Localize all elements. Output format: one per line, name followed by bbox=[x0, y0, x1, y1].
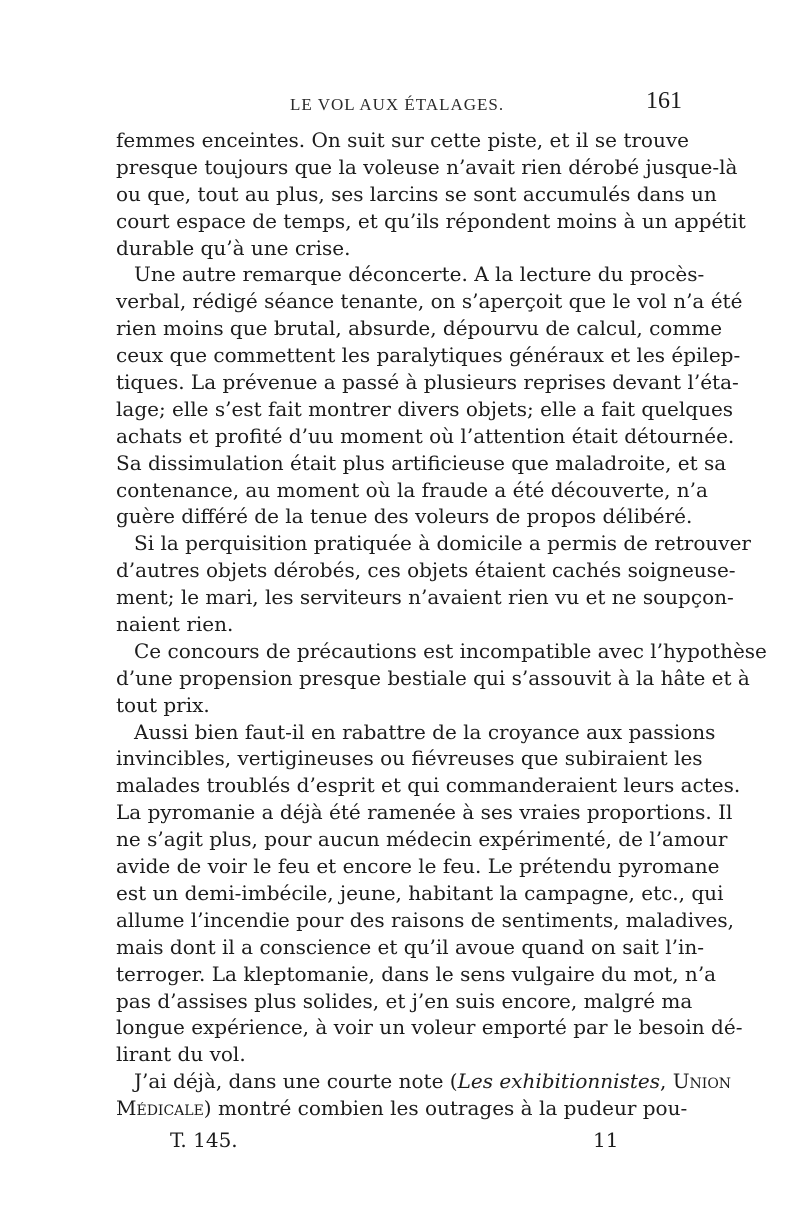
line-text: , bbox=[659, 1069, 667, 1094]
text-line: contenance, au moment où la fraude a été découverte, n’a bbox=[116, 477, 708, 502]
signature-mark: T. 145. bbox=[170, 1128, 238, 1152]
line-text: ) montré combien les outrages à la pudeur pou- bbox=[203, 1096, 688, 1121]
text-line: naient rien. bbox=[116, 612, 234, 637]
text-line: Sa dissimulation était plus artificieuse que maladroite, et sa bbox=[116, 450, 727, 475]
text-line: La pyromanie a déjà été ramenée à ses vraies proportions. Il bbox=[116, 800, 733, 825]
text-line: achats et profité d’uu moment où l’attention était détournée. bbox=[116, 423, 735, 448]
line-text: J’ai déjà, dans une courte note ( bbox=[134, 1069, 458, 1094]
text-line: Aussi bien faut-il en rabattre de la croyance aux passions bbox=[134, 719, 716, 744]
running-head: LE VOL AUX ÉTALAGES. bbox=[290, 95, 505, 114]
text-line: est un demi-imbécile, jeune, habitant la campagne, etc., qui bbox=[116, 880, 724, 905]
text-line: durable qu’à une crise. bbox=[116, 235, 351, 260]
text-line bbox=[116, 1068, 732, 1095]
text-line: d’une propension presque bestiale qui s’assouvit à la hâte et à bbox=[116, 665, 750, 690]
text-line: tout prix. bbox=[116, 692, 210, 717]
text-line bbox=[116, 1095, 688, 1122]
text-line: Une autre remarque déconcerte. A la lecture du procès- bbox=[134, 262, 705, 287]
text-line: pas d’assises plus solides, et j’en suis encore, malgré ma bbox=[116, 988, 693, 1013]
text-line: lage; elle s’est fait montrer divers objets; elle a fait quelques bbox=[116, 396, 734, 421]
text-line: guère différé de la tenue des voleurs de propos délibéré. bbox=[116, 504, 693, 529]
small-caps-text: Union bbox=[672, 1069, 732, 1094]
text-line: rien moins que brutal, absurde, dépourvu de calcul, comme bbox=[116, 316, 723, 341]
body-text bbox=[116, 127, 767, 1122]
italic-title: Les exhibitionnistes bbox=[457, 1069, 660, 1094]
text-line: ou que, tout au plus, ses larcins se sont accumulés dans un bbox=[116, 181, 717, 206]
text-line: verbal, rédigé séance tenante, on s’aperçoit que le vol n’a été bbox=[116, 289, 743, 314]
text-line: allume l’incendie pour des raisons de sentiments, maladives, bbox=[116, 907, 734, 932]
text-line: avide de voir le feu et encore le feu. Le prétendu pyromane bbox=[116, 854, 720, 879]
text-line: ment; le mari, les serviteurs n’avaient rien vu et ne soupçon- bbox=[116, 585, 734, 610]
text-line: terroger. La kleptomanie, dans le sens vulgaire du mot, n’a bbox=[116, 961, 717, 986]
text-line: ne s’agit plus, pour aucun médecin expérimenté, de l’amour bbox=[116, 827, 728, 852]
text-line: tiques. La prévenue a passé à plusieurs reprises devant l’éta- bbox=[116, 370, 739, 395]
text-line: invincibles, vertigineuses ou fiévreuses que subiraient les bbox=[116, 746, 703, 771]
text-line: Ce concours de précautions est incompatible avec l’hypothèse bbox=[134, 638, 767, 663]
text-line: d’autres objets dérobés, ces objets étaient cachés soigneuse- bbox=[116, 558, 736, 583]
text-line: ceux que commettent les paralytiques généraux et les épilep- bbox=[116, 343, 741, 368]
small-caps-text: Médicale bbox=[116, 1096, 204, 1121]
text-line: femmes enceintes. On suit sur cette piste, et il se trouve bbox=[116, 128, 689, 152]
text-line: presque toujours que la voleuse n’avait rien dérobé jusque-là bbox=[116, 154, 738, 179]
text-line: longue expérience, à voir un voleur emporté par le besoin dé- bbox=[116, 1015, 743, 1040]
text-line: court espace de temps, et qu’ils répondent moins à un appétit bbox=[116, 208, 746, 233]
text-line: Si la perquisition pratiquée à domicile a permis de retrouver bbox=[134, 531, 751, 556]
page-number: 161 bbox=[646, 88, 682, 114]
text-line: lirant du vol. bbox=[116, 1042, 246, 1067]
signature-number: 11 bbox=[593, 1128, 619, 1152]
text-line: mais dont il a conscience et qu’il avoue quand on sait l’in- bbox=[116, 934, 705, 959]
text-line: malades troublés d’esprit et qui commanderaient leurs actes. bbox=[116, 773, 741, 798]
